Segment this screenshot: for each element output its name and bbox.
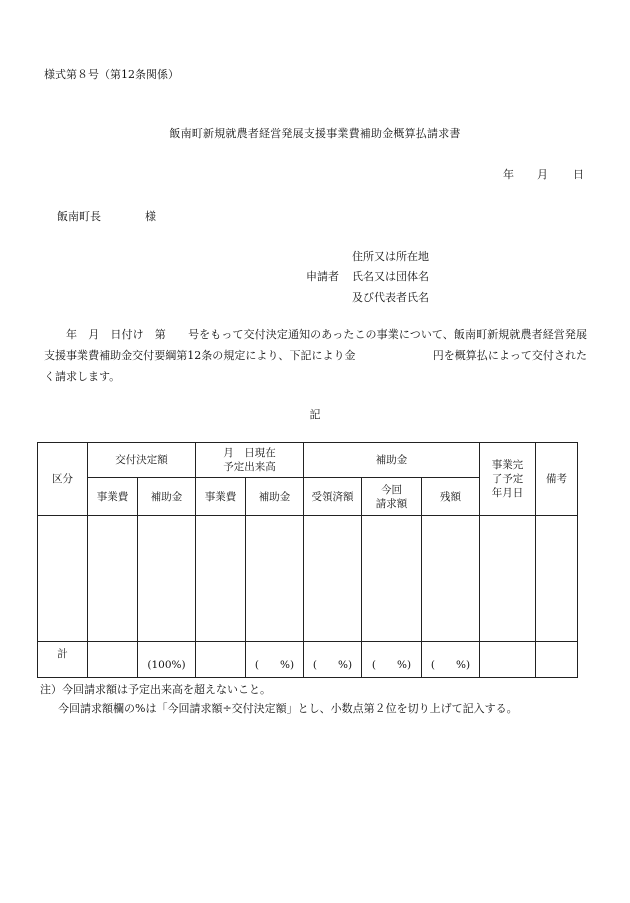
total-progress-project-cost[interactable] xyxy=(196,642,246,678)
total-row xyxy=(38,642,578,678)
cell-remaining[interactable] xyxy=(422,516,480,642)
header-progress-subsidy: 補助金 xyxy=(246,478,304,516)
total-remarks[interactable] xyxy=(536,642,578,678)
header-progress-project-cost: 事業費 xyxy=(196,478,246,516)
total-current-claim: ( %) xyxy=(362,642,422,678)
header-subsidy: 補助金 xyxy=(304,443,480,478)
applicant-role-label: 申請者 xyxy=(306,270,339,283)
cell-decision-subsidy[interactable] xyxy=(138,516,196,642)
claim-table xyxy=(37,442,578,678)
applicant-representative-label: 及び代表者氏名 xyxy=(352,291,429,304)
header-remarks: 備考 xyxy=(536,443,578,516)
cell-progress-project-cost[interactable] xyxy=(196,516,246,642)
header-completion-date: 事業完 了予定 年月日 xyxy=(480,443,536,516)
date-line xyxy=(503,166,584,182)
cell-completion-date[interactable] xyxy=(480,516,536,642)
addressee-honorific: 様 xyxy=(145,210,156,223)
cell-category[interactable] xyxy=(38,516,88,642)
date-month-label: 月 xyxy=(537,168,548,181)
addressee-name: 飯南町長 xyxy=(57,210,101,223)
header-remaining: 残額 xyxy=(422,478,480,516)
total-label: 計 xyxy=(38,642,88,678)
cell-remarks[interactable] xyxy=(536,516,578,642)
header-planned-progress: 月 日現在 予定出来高 xyxy=(196,443,304,478)
date-year-label: 年 xyxy=(503,168,514,181)
applicant-address-label: 住所又は所在地 xyxy=(352,250,429,263)
form-number: 様式第８号（第12条関係） xyxy=(44,68,179,81)
header-received: 受領済額 xyxy=(304,478,362,516)
cell-current-claim[interactable] xyxy=(362,516,422,642)
header-subsidy-amount: 補助金 xyxy=(138,478,196,516)
total-received: ( %) xyxy=(304,642,362,678)
note-2: 今回請求額欄の%は「今回請求額÷交付決定額」とし、小数点第２位を切り上げて記入する。 xyxy=(58,702,518,715)
request-body-text: 年 月 日付け 第 号をもって交付決定通知のあったこの事業について、飯南町新規就農者経営発展支援事業費補助金交付要綱第12条の規定により、下記により金 円を概算払によって交付されたく請求します。 xyxy=(44,328,587,383)
header-current-claim: 今回 請求額 xyxy=(362,478,422,516)
note-1: 注）今回請求額は予定出来高を超えないこと。 xyxy=(40,683,271,696)
date-day-label: 日 xyxy=(573,168,584,181)
header-project-cost: 事業費 xyxy=(88,478,138,516)
total-progress-subsidy: ( %) xyxy=(246,642,304,678)
total-completion-date[interactable] xyxy=(480,642,536,678)
total-decision-subsidy: (100%) xyxy=(138,642,196,678)
addressee xyxy=(57,208,156,224)
applicant-name-label: 氏名又は団体名 xyxy=(352,270,429,283)
header-category: 区分 xyxy=(38,443,88,516)
cell-progress-subsidy[interactable] xyxy=(246,516,304,642)
cell-decision-project-cost[interactable] xyxy=(88,516,138,642)
total-remaining: ( %) xyxy=(422,642,480,678)
table-row xyxy=(38,516,578,642)
page-title: 飯南町新規就農者経営発展支援事業費補助金概算払請求書 xyxy=(169,127,461,140)
ki-heading: 記 xyxy=(309,408,321,421)
cell-received[interactable] xyxy=(304,516,362,642)
header-grant-decision: 交付決定額 xyxy=(88,443,196,478)
total-decision-project-cost[interactable] xyxy=(88,642,138,678)
